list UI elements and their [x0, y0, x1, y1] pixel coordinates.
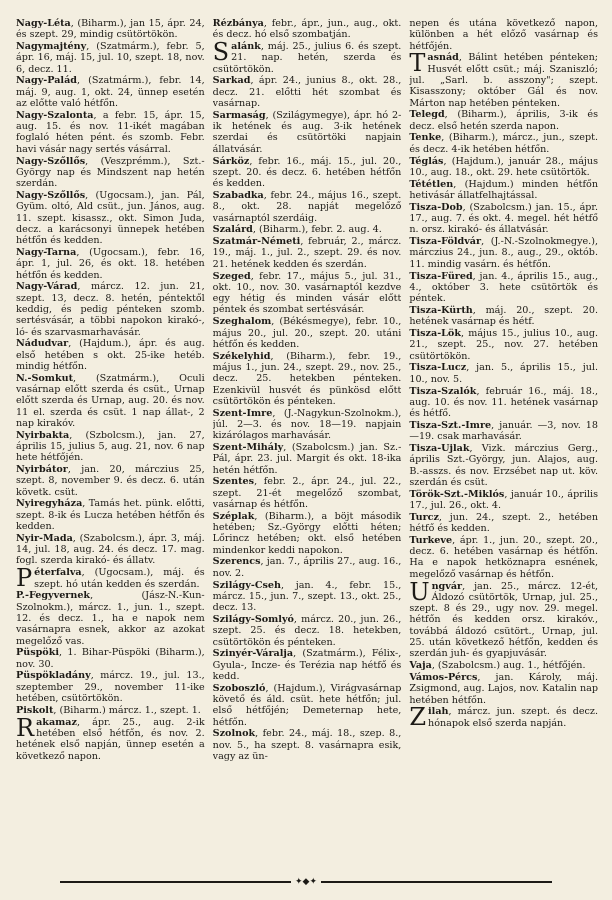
market-dates: , (Biharm.) márcz. 1., szept. 1. [53, 704, 201, 716]
market-dates: , (Veszprémm.), Szt.-György nap és Mindszent nap hetén szerdán. [16, 155, 205, 190]
market-entry [409, 420, 598, 443]
market-entry [409, 328, 598, 362]
drop-cap-initial: U [409, 577, 430, 606]
town-name: Turkeve [409, 534, 453, 546]
town-name: Rézbánya [212, 18, 264, 29]
market-dates: , máj. 20., szept. 20. hetének vasárnap és hétf. [409, 304, 599, 328]
market-entry [16, 338, 205, 372]
town-name: Tététlen [409, 178, 454, 190]
market-entry [213, 110, 402, 155]
market-dates: , febr. 17., május 5., jul. 31., okt. 10., nov. 30. vasárnaptól kezdve egy hétig és minden vásár előtt péntek és szombat sertésvásár. [212, 270, 402, 316]
market-entry [409, 132, 598, 155]
market-dates: , jan. 20, márczius 25, szept. 8, november 9. és decz. 6. után követk. csüt. [16, 464, 205, 498]
town-name: Tisza-Kürth [409, 304, 473, 316]
market-dates: , (Szabolcsm.) jan. Sz.-Pál, ápr. 23. jul. Margit és okt. 18-ika hetén hétfőn. [212, 441, 402, 476]
market-dates: , febr. 24., máj. 18., szep. 8., nov. 5., ha szept. 8. vasárnapra esik, vagy az ün- [212, 728, 402, 762]
town-name: Szent-Mihály [212, 441, 284, 453]
market-entry [16, 670, 205, 704]
town-name: Székelyhid [212, 350, 271, 362]
market-dates: , márcz. 20., jun. 26., szept. 25. és decz. 18. hetekben, csütörtökön és pénteken. [212, 613, 402, 648]
market-dates: , (Ugocsam.), febr. 16, ápr. 1, jul. 26, és okt. 18. hetében hétfőn és kedden. [16, 246, 205, 281]
market-entry [213, 556, 402, 579]
market-entry [409, 305, 598, 328]
market-dates: , (Biharm.), febr. 19., május 1., jun. 24., szept. 29., nov. 25., decz. 25. hetekben pénteken. Ezenkivül husvét és pünkösd előtt csütörtökön és pénteken. [212, 350, 402, 407]
market-dates: nepen és utána következő napon, különben a hét előző vasárnap és hétfőjén. [409, 18, 599, 52]
market-dates: , febr. 2., ápr. 24., jul. 22., szept. 21-ét megelőző szombat, vasárnap és hétfőn. [212, 476, 402, 510]
market-entry [409, 703, 599, 732]
town-name: Szilágy-Somlyó [212, 613, 294, 625]
town-name: Nyir-Mada [16, 532, 73, 544]
town-name: akamaz [36, 716, 77, 728]
market-dates: , ápr. 1., jun. 20., szept. 20., decz. 6. hetében vasárnap és hétfőn. Ha e napok hetköznapra esnének, megelőző vasárnap és hétfőn. [409, 534, 599, 580]
market-dates: , jun. 24., szept. 2., hetében hétfő és kedden. [409, 511, 599, 535]
market-dates: , (Szatmárm.), febr. 5, ápr. 16, máj. 15, jul. 10, szept. 18, nov. 6, decz. 11. [16, 41, 205, 75]
town-name: Piskolt [16, 704, 54, 716]
town-name: Szeghalom [212, 316, 272, 328]
market-dates: , márcz. 12. jun. 21, szept. 13, decz. 8. hetén, péntektől keddig, és pedig pénteken szomb. sertésvásár, a többi napokon kirakó-, ló- és szarvasmarhavásár. [16, 281, 205, 338]
market-dates: , (Szilágymegye), ápr. hó 2-ik hetének és aug. 3-ik hetének szerdai és csütörtöki napjain állatvásár. [212, 109, 402, 155]
town-name: Tisza-Földvár [409, 236, 482, 248]
town-name: alánk [231, 41, 261, 53]
town-name: Szerencs [212, 556, 261, 568]
market-dates: , (Szabolcsm.) jan. 15., ápr. 17., aug. 7. és okt. 4. megel. hét hétfő n. orsz. kirakó- és állatvásár. [409, 201, 599, 236]
market-entry [213, 156, 402, 190]
town-name: Tisza-Ujlak [409, 442, 470, 454]
market-entry [213, 580, 402, 614]
market-dates: , (Ugocsam.), máj. és szept. hó után kedden és szerdán. [34, 567, 205, 590]
town-name: asnád [427, 52, 459, 64]
market-entry [213, 511, 402, 556]
town-name: Szeged [212, 270, 251, 282]
market-dates: , jan. 25., márcz. 12-ét, Áldozó csütörtök, Urnap, jul. 25., szept. 8 és 29., ugy nov. 29. megel. hétfőn és kedden orsz. kirakóv., továbbá áldozó csütört., Urnap, jul. 25. után következő hétfőn, kedden és szerdán juh- és gyapjuvásár. [409, 580, 599, 660]
market-entry [409, 489, 598, 512]
market-entry [16, 41, 205, 75]
market-dates: , február, 2., márcz. 19., máj. 1., jul. 2., szept. 29. és nov. 21. hetének kedden és szerdán. [212, 236, 402, 270]
town-name: Sárköz [212, 155, 250, 167]
market-entry [16, 647, 205, 670]
town-name: Sarmaság [212, 109, 266, 121]
town-name: Tisza-Lök [409, 328, 461, 340]
column-2 [213, 18, 402, 886]
town-name: Szoboszló [212, 682, 266, 694]
market-entry [409, 109, 598, 132]
footer-ornament-rule: ✦◆✦ [60, 878, 552, 886]
market-dates: , (Hajdum.), ápr. és aug. első hetében s okt. 25-ike hetéb. mindig hétfőn. [16, 338, 205, 372]
town-name: Nagy-Szőllős [16, 155, 86, 167]
market-dates: , (Szatmárm.), febr. 14, máj. 9, aug. 1, okt. 24, ünnep esetén az előtte való hétfőn. [16, 75, 205, 110]
market-entry [409, 443, 598, 488]
town-name: Püspökladány [16, 670, 91, 682]
market-dates: , (Biharm.), jan 15, ápr. 24, és szept. 29, mindig csütörtökön. [16, 18, 205, 41]
market-dates: , (Hajdum.) minden hétfőn hetivásár állatfelhajtással. [409, 178, 599, 201]
market-entry [409, 49, 599, 109]
town-name: Szatmár-Németi [212, 236, 301, 248]
town-name: Szilágy-Cseh [212, 579, 281, 591]
market-entry [409, 386, 598, 420]
town-name: Vámos-Pércs [409, 671, 478, 683]
market-dates: , márcz. 19., jul. 13., szeptember 29., november 11-ike hetében, csütörtökön. [16, 670, 205, 705]
town-name: ilah [428, 706, 449, 718]
town-name: P.-Fegyvernek [16, 590, 91, 602]
market-entry [213, 728, 402, 762]
town-name: Püspöki [16, 647, 59, 659]
market-entry [213, 316, 402, 350]
market-entry [16, 564, 205, 593]
town-name: Tenke [409, 132, 442, 144]
market-entry [16, 430, 205, 464]
market-dates: , (Szbolcsm.), jan. 27, április 15, julius 5, aug. 21, nov. 6 nap hete hétfőjén. [16, 429, 205, 464]
market-entry [16, 110, 205, 155]
town-name: Vaja [409, 660, 432, 672]
market-dates: , január. —3, nov. 18—19. csak marhavásár. [409, 419, 599, 443]
market-entry [409, 535, 598, 580]
market-dates: , (Hajdum.), január 28., május 10., aug. 18., okt. 29. hete csütörtök. [409, 155, 599, 178]
drop-cap-initial: Z [409, 703, 427, 732]
market-entry [16, 464, 205, 498]
town-name: Nagy-Szalonta [16, 109, 94, 121]
market-entry [16, 713, 205, 762]
town-name: Szinyér-Váralja [212, 648, 294, 660]
market-dates: , Tamás het. pünk. előtti, szept. 8-ik és Lucza hetében hétfőn és kedden. [16, 498, 205, 533]
market-dates: , jan. 5., április 15., jul. 10., nov. 5. [409, 362, 599, 385]
market-dates: , (J.-Nagykun-Szolnokm.), júl. 2—3. és nov. 18—19. napjain kizárólagos marhavásár. [212, 407, 402, 442]
market-entry [16, 498, 205, 532]
market-dates: , január 10., április 17., jul. 26., okt. 4. [409, 488, 599, 511]
town-name: Nyiregyháza [16, 498, 83, 510]
market-dates: , 1. Bihar-Püspöki (Biharm.), nov. 30. [16, 647, 205, 670]
town-name: Telegd [409, 109, 445, 121]
town-name: Tisza-Lucz [409, 362, 467, 374]
market-entry [213, 236, 402, 270]
market-entry [213, 190, 402, 224]
market-dates: , (Szabolcsm.), ápr. 3, máj. 14, jul. 18, aug. 24. és decz. 17. mag. fogl. szerda kirakó- és állatv. [16, 532, 205, 567]
market-dates: , (Ugocsam.), jan. Pál, Gyüm. oltó, Ald csüt., jun. János, aug. 11. szept. kisassz., okt. Simon Juda, decz. a karácsonyi ünnepek hetében hétfőn és kedden. [16, 189, 205, 247]
market-entry [16, 75, 205, 109]
market-dates: , jan. 4., febr. 15., márcz. 15., jun. 7., szept. 13., okt. 25., decz. 13. [212, 579, 402, 614]
market-entry [16, 590, 205, 646]
market-dates: , (Szatmárm.), Oculi vasárnap előtt szerda és csüt., Urnap előtt szerda és Urnap, aug. 20. és nov. 11 el. szerda és csüt. 1 nap állat-, 2 nap kirakóv. [16, 372, 205, 429]
market-entry [213, 476, 402, 510]
market-entry [409, 362, 598, 385]
drop-cap-initial: S [212, 38, 230, 67]
market-entry [16, 190, 205, 246]
market-dates: , május 15., julius 10., aug. 21., szept. 25., nov. 27. hetében csütörtökön. [409, 328, 599, 362]
market-entry [213, 18, 402, 41]
market-dates: , Bálint hetében pénteken; Husvét előtt csüt.; máj. Szaniszló; jul. „Sarl. b. asszony"; szept. Kisasszony; október Gál és nov. Márton nap hetében pénteken. [409, 52, 599, 109]
market-dates: , ápr. 25., aug. 2-ik hetében első hétfőn, és nov. 2. hetének első napján, ünnep esetén a következő napon. [16, 716, 205, 762]
market-dates: , jan. 7., április 27., aug. 16., nov. 2. [212, 556, 402, 579]
town-name: Szalárd [212, 224, 253, 236]
market-dates: , (Biharm.), a böjt második hetében; Sz.-György előtti héten; Lőrincz hetében; okt. első hetében mindenkor keddi napokon. [212, 510, 402, 556]
market-dates: , febr., ápr., jun., aug., okt. és decz. hó első szombatján. [212, 18, 402, 41]
market-entry [213, 614, 402, 648]
town-name: Szent-Imre [212, 407, 273, 419]
market-dates: , (Szatmárm.), Félix-, Gyula-, Incze- és Terézia nap hétfő és kedd. [212, 648, 402, 682]
market-entry [409, 202, 598, 236]
market-dates: , a febr. 15, ápr. 15, aug. 15. és nov. 11-ikét magában foglaló héten pént. és szomb. Febr. havi vásár nagy sertés vásárral. [16, 109, 205, 155]
market-dates: , (Szabolcsm.) aug. 1., hétfőjén. [431, 660, 586, 672]
market-entry [213, 442, 402, 476]
town-name: N.-Somkut [16, 372, 74, 384]
market-entry [409, 179, 598, 202]
market-dates: , márcz. jun. szept. és decz. hónapok első szerda napján. [428, 706, 599, 729]
market-entry [16, 156, 205, 190]
market-dates: , (Békésmegye), febr. 10., május 20., jul. 20., szept. 20. utáni hétfőn és kedden. [212, 316, 402, 350]
town-name: Tisza-Szt.-Imre [409, 419, 492, 431]
town-name: Szentes [212, 476, 255, 488]
market-entry [213, 648, 402, 682]
town-name: Nagy-Tarna [16, 246, 77, 258]
market-entry [409, 271, 598, 305]
town-name: Tisza-Dob [409, 201, 463, 213]
town-name: Nagy-Szőllős [16, 189, 86, 201]
market-entry [409, 236, 598, 270]
market-entry [16, 247, 205, 281]
market-dates: , Vizk. márczius Gerg., április Szt.-György, jun. Alajos, aug. B.-asszs. és nov. Erzsébet nap ut. köv. szerdán és csüt. [409, 442, 599, 488]
market-dates: , (Jász-N.-Kun-Szolnokm.), márcz. 1., jun. 1., szept. 12. és decz. 1., ha e napok nem vasárnapra esnek, akkor az azokat megelőző vas. [16, 590, 205, 647]
market-dates: , febr. 24., május 16., szept. 8., okt. 28. napját megelőző vasárnaptól szerdáig. [212, 189, 402, 224]
town-name: Szabadka [212, 189, 264, 201]
market-entry [213, 75, 402, 109]
market-dates: , jan. 4., április 15., aug., 4., október 3. hete csütörtök és péntek. [409, 270, 599, 305]
town-name: Nyirbakta [16, 429, 70, 441]
market-entry [409, 660, 598, 671]
town-name: ngvár [431, 580, 463, 592]
town-name: Nagy-Palád [16, 75, 77, 87]
market-dates: , febr. 16., máj. 15., jul. 20., szept. 20. és decz. 6. hetében hétfőn és kedden. [212, 155, 402, 190]
market-dates: , (Biharm.), febr. 2. aug. 4. [252, 224, 382, 236]
town-name: Sarkad [212, 75, 251, 87]
market-entry [16, 533, 205, 567]
town-name: Nádudvar [16, 338, 69, 350]
town-name: Török-Szt.-Miklós [409, 488, 505, 500]
market-entry [409, 156, 598, 179]
market-dates: , (Biharm.), márcz., jun., szept. és decz. 4-ik hetében hétfőn. [409, 132, 599, 155]
town-name: Szolnok [212, 728, 256, 740]
market-entry [213, 683, 402, 728]
town-name: Nagymajtény [16, 41, 87, 53]
drop-cap-initial: T [409, 49, 426, 78]
market-entry [409, 18, 598, 52]
town-name: Nagy-Várad [16, 281, 78, 293]
town-name: Turcz [409, 511, 439, 523]
market-entry [16, 705, 205, 716]
drop-cap-initial: R [16, 713, 35, 742]
drop-cap-initial: P [16, 564, 33, 593]
town-name: Széplak [212, 510, 255, 522]
column-1 [16, 18, 205, 886]
town-name: Tisza-Szalók [409, 385, 477, 397]
market-entry [16, 18, 205, 41]
column-3 [409, 18, 598, 886]
market-entry [212, 38, 402, 75]
market-entry [213, 271, 402, 316]
town-name: éterfalva [34, 567, 82, 579]
market-entry [213, 408, 402, 442]
market-entry [409, 577, 599, 660]
town-name: Nagy-Léta [16, 18, 71, 29]
market-entry [16, 373, 205, 429]
market-dates: , (J.-N.-Szolnokmegye.), márczius 24., jun. 8., aug., 29., októb. 11. mindig vasárn. és hétfőn. [409, 236, 599, 270]
market-dates: , (Biharm.), április, 3-ik és decz. első hetén szerda napon. [409, 109, 599, 132]
town-name: Téglás [409, 155, 444, 167]
market-entry [409, 512, 598, 535]
market-dates: , ápr. 24., junius 8., okt. 28., decz. 21. előtti hét szombat és vasárnap. [212, 75, 402, 110]
market-entry [16, 281, 205, 337]
market-dates: , máj. 25., julius 6. és szept. 21. nap. hetén, szerda és csütörtökön. [212, 41, 402, 75]
market-dates: , február 16., máj. 18., aug. 10. és nov. 11. hetének vasárnap és hétfő. [409, 385, 599, 420]
market-entry [409, 672, 598, 706]
town-name: Tisza-Füred [409, 270, 473, 282]
market-entry [213, 224, 402, 235]
market-entry [213, 351, 402, 407]
market-dates: , jan. Károly, máj. Zsigmond, aug. Lajos, nov. Katalin nap hetében hétfőn. [409, 671, 599, 706]
market-dates: , (Hajdum.), Virágvasárnap követő és áld. csüt. hete hétfőn; jul. első hétfőjén; Demeternap hete, hétfőn. [212, 682, 402, 728]
town-name: Nyirbátor [16, 464, 68, 476]
